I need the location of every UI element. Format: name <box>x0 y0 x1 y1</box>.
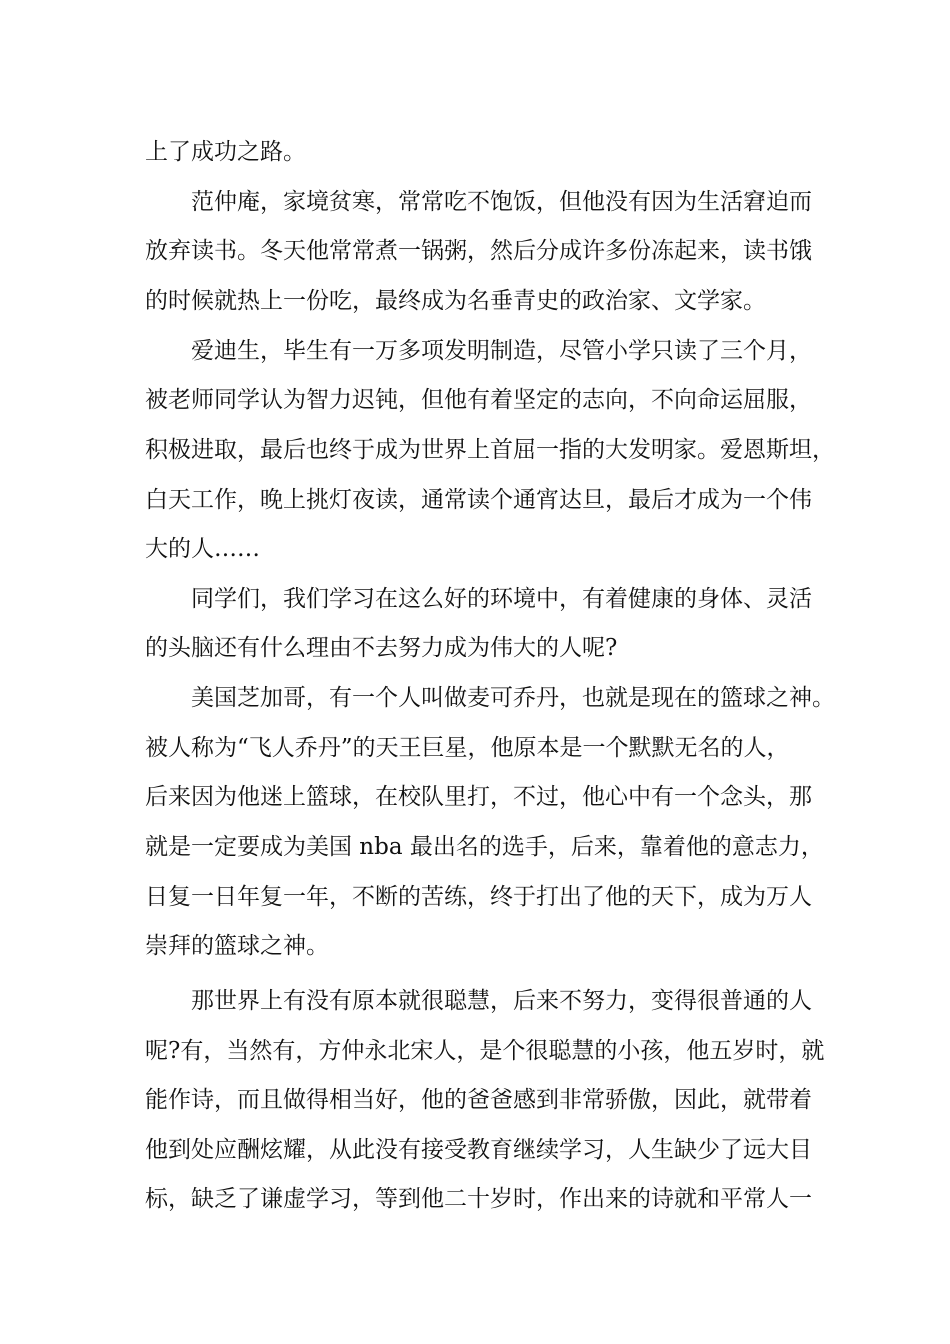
text-line: 日复一日年复一年，不断的苦练，终于打出了他的天下，成为万人 <box>145 884 812 910</box>
text-line: 崇拜的篮球之神。 <box>145 933 329 959</box>
paragraph-start-line: 爱迪生，毕生有一万多项发明制造，尽管小学只读了三个月， <box>191 338 812 364</box>
text-line: 的头脑还有什么理由不去努力成为伟大的人呢? <box>145 635 618 661</box>
text-line: 能作诗，而且做得相当好，他的爸爸感到非常骄傲，因此，就带着 <box>145 1087 812 1113</box>
text-line: 放弃读书。冬天他常常煮一锅粥，然后分成许多份冻起来，读书饿 <box>145 238 812 264</box>
paragraph-start-line: 美国芝加哥，有一个人叫做麦可乔丹，也就是现在的篮球之神。 <box>191 685 835 711</box>
text-line: 他到处应酬炫耀，从此没有接受教育继续学习，人生缺少了远大目 <box>145 1137 812 1163</box>
text-line: 呢?有，当然有，方仲永北宋人，是个很聪慧的小孩，他五岁时，就 <box>145 1038 825 1064</box>
text-line: 大的人…… <box>145 536 260 562</box>
text-line: 被人称为“飞人乔丹”的天王巨星，他原本是一个默默无名的人， <box>145 735 790 761</box>
text-line: 白天工作，晚上挑灯夜读，通常读个通宵达旦，最后才成为一个伟 <box>145 487 812 513</box>
text-line: 上了成功之路。 <box>145 139 306 165</box>
text-line: 积极进取，最后也终于成为世界上首屈一指的大发明家。爱恩斯坦， <box>145 437 835 463</box>
paragraph-start-line: 范仲庵，家境贫寒，常常吃不饱饭，但他没有因为生活窘迫而 <box>191 189 812 215</box>
text-line: 的时候就热上一份吃，最终成为名垂青史的政治家、文学家。 <box>145 288 766 314</box>
text-line: 标，缺乏了谦虚学习，等到他二十岁时，作出来的诗就和平常人一 <box>145 1186 812 1212</box>
text-line: 被老师同学认为智力迟钝，但他有着坚定的志向，不向命运屈服， <box>145 387 812 413</box>
text-line: 就是一定要成为美国 nba 最出名的选手，后来，靠着他的意志力， <box>145 834 824 860</box>
text-line: 后来因为他迷上篮球，在校队里打，不过，他心中有一个念头，那 <box>145 784 812 810</box>
paragraph-start-line: 那世界上有没有原本就很聪慧，后来不努力，变得很普通的人 <box>191 988 812 1014</box>
paragraph-start-line: 同学们，我们学习在这么好的环境中，有着健康的身体、灵活 <box>191 586 812 612</box>
